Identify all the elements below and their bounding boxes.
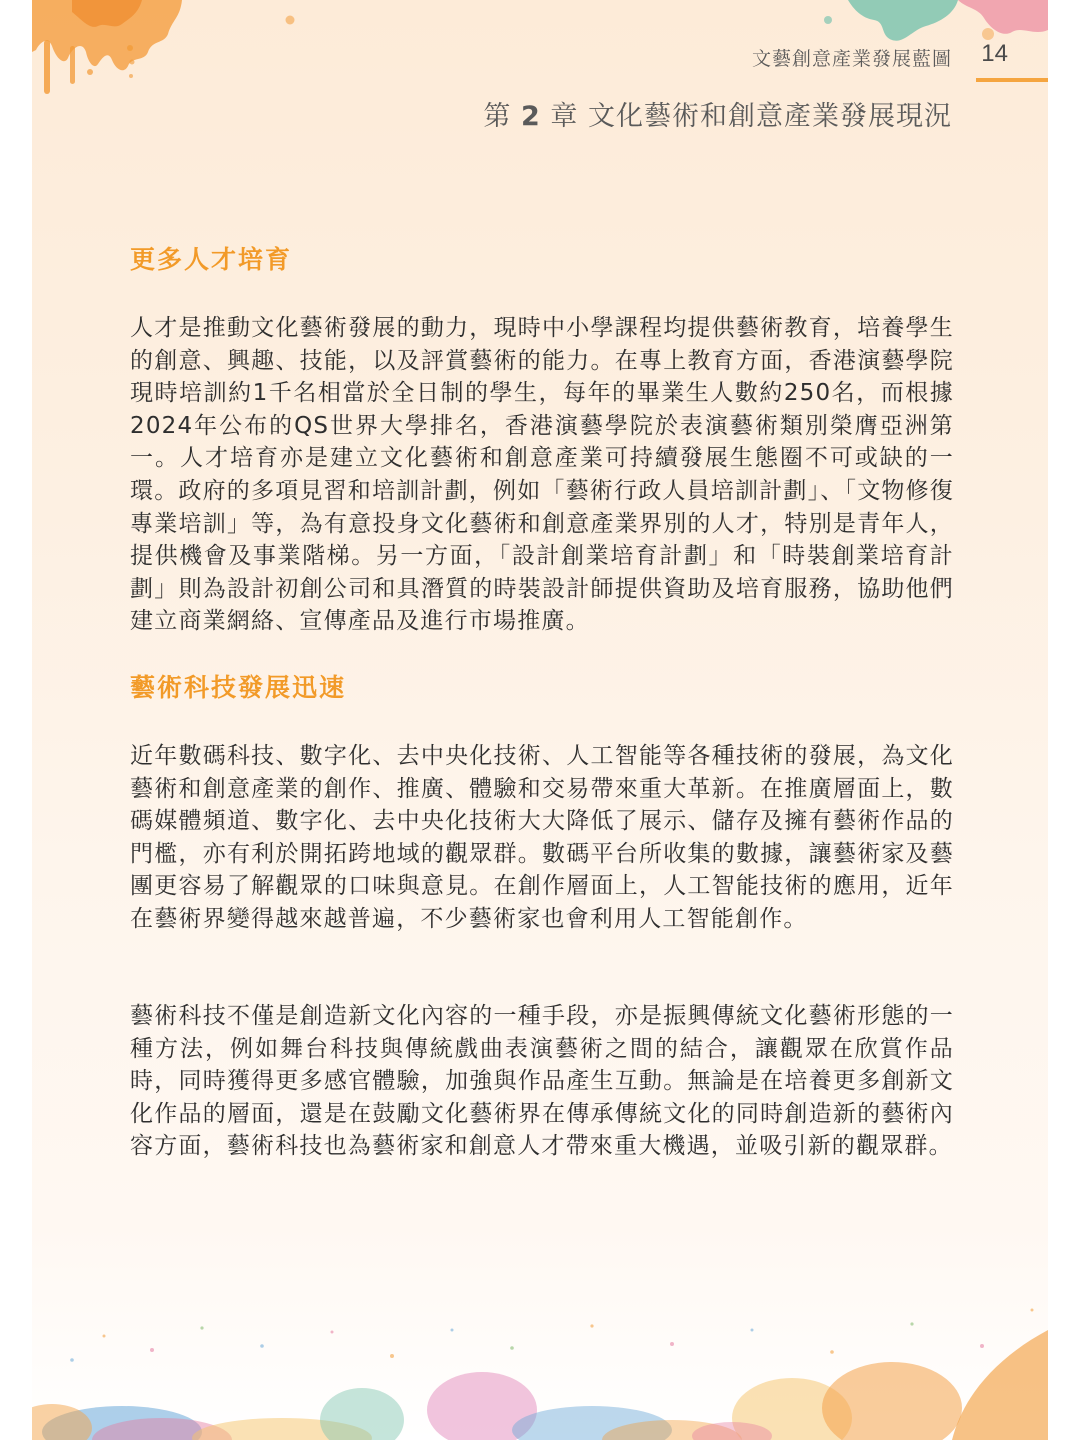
paragraph-arts-tech-1: 近年數碼科技、數字化、去中央化技術、人工智能等各種技術的發展，為文化藝術和創意產業的創作、推廣、體驗和交易帶來重大革新。在推廣層面上，數碼媒體頻道、數字化、去中央化技術大大降低了展示、儲存及擁有藝術作品的門檻，亦有利於開拓跨地域的觀眾群。數碼平台所收集的數據，讓藝術家及藝團更容易了解觀眾的口味與意見。在創作層面上，人工智能技術的應用，近年在藝術界變得越來越普遍，不少藝術家也會利用人工智能創作。 <box>130 743 954 932</box>
chapter-suffix: 章 文化藝術和創意產業發展現況 <box>550 101 952 132</box>
paint-dot <box>284 14 296 26</box>
chapter-prefix: 第 <box>483 101 512 132</box>
chapter-title <box>483 94 952 133</box>
watercolor-splash-top-left <box>32 0 232 130</box>
watercolor-splash-top-right <box>808 0 1048 50</box>
paragraph-arts-tech-2: 藝術科技不僅是創造新文化內容的一種手段，亦是振興傳統文化藝術形態的一種方法，例如舞台科技與傳統戲曲表演藝術之間的結合，讓觀眾在欣賞作品時，同時獲得更多感官體驗，加強與作品產生互動。無論是在培養更多創新文化作品的層面，還是在鼓勵文化藝術界在傳承傳統文化的同時創造新的藝術內容方面，藝術科技也為藝術家和創意人才帶來重大機遇，並吸引新的觀眾群。 <box>130 1003 954 1160</box>
document-page <box>32 0 1048 1440</box>
paragraph-talent: 人才是推動文化藝術發展的動力，現時中小學課程均提供藝術教育，培養學生的創意、興趣、技能，以及評賞藝術的能力。在專上教育方面，香港演藝學院現時培訓約1千名相當於全日制的學生，每年的畢業生人數約250名，而根據2024年公布的QS世界大學排名，香港演藝學院於表演藝術類別榮膺亞洲第一。人才培育亦是建立文化藝術和創意產業可持續發展生態圈不可或缺的一環。政府的多項見習和培訓計劃，例如「藝術行政人員培訓計劃」、「文物修復專業培訓」等，為有意投身文化藝術和創意產業界別的人才，特別是青年人，提供機會及事業階梯。另一方面，「設計創業培育計劃」和「時裝創業培育計劃」則為設計初創公司和具潛質的時裝設計師提供資助及培育服務，協助他們建立商業網絡、宣傳產品及進行市場推廣。 <box>130 315 954 635</box>
watercolor-splash-bottom <box>32 1290 1048 1440</box>
section-heading-talent: 更多人才培育 <box>130 245 293 274</box>
chapter-number: 2 <box>521 101 541 132</box>
page-number: 14 <box>981 40 1008 67</box>
section-heading-arts-tech: 藝術科技發展迅速 <box>130 673 347 702</box>
page-number-underline <box>976 78 1048 82</box>
publication-title: 文藝創意產業發展藍圖 <box>751 48 952 70</box>
